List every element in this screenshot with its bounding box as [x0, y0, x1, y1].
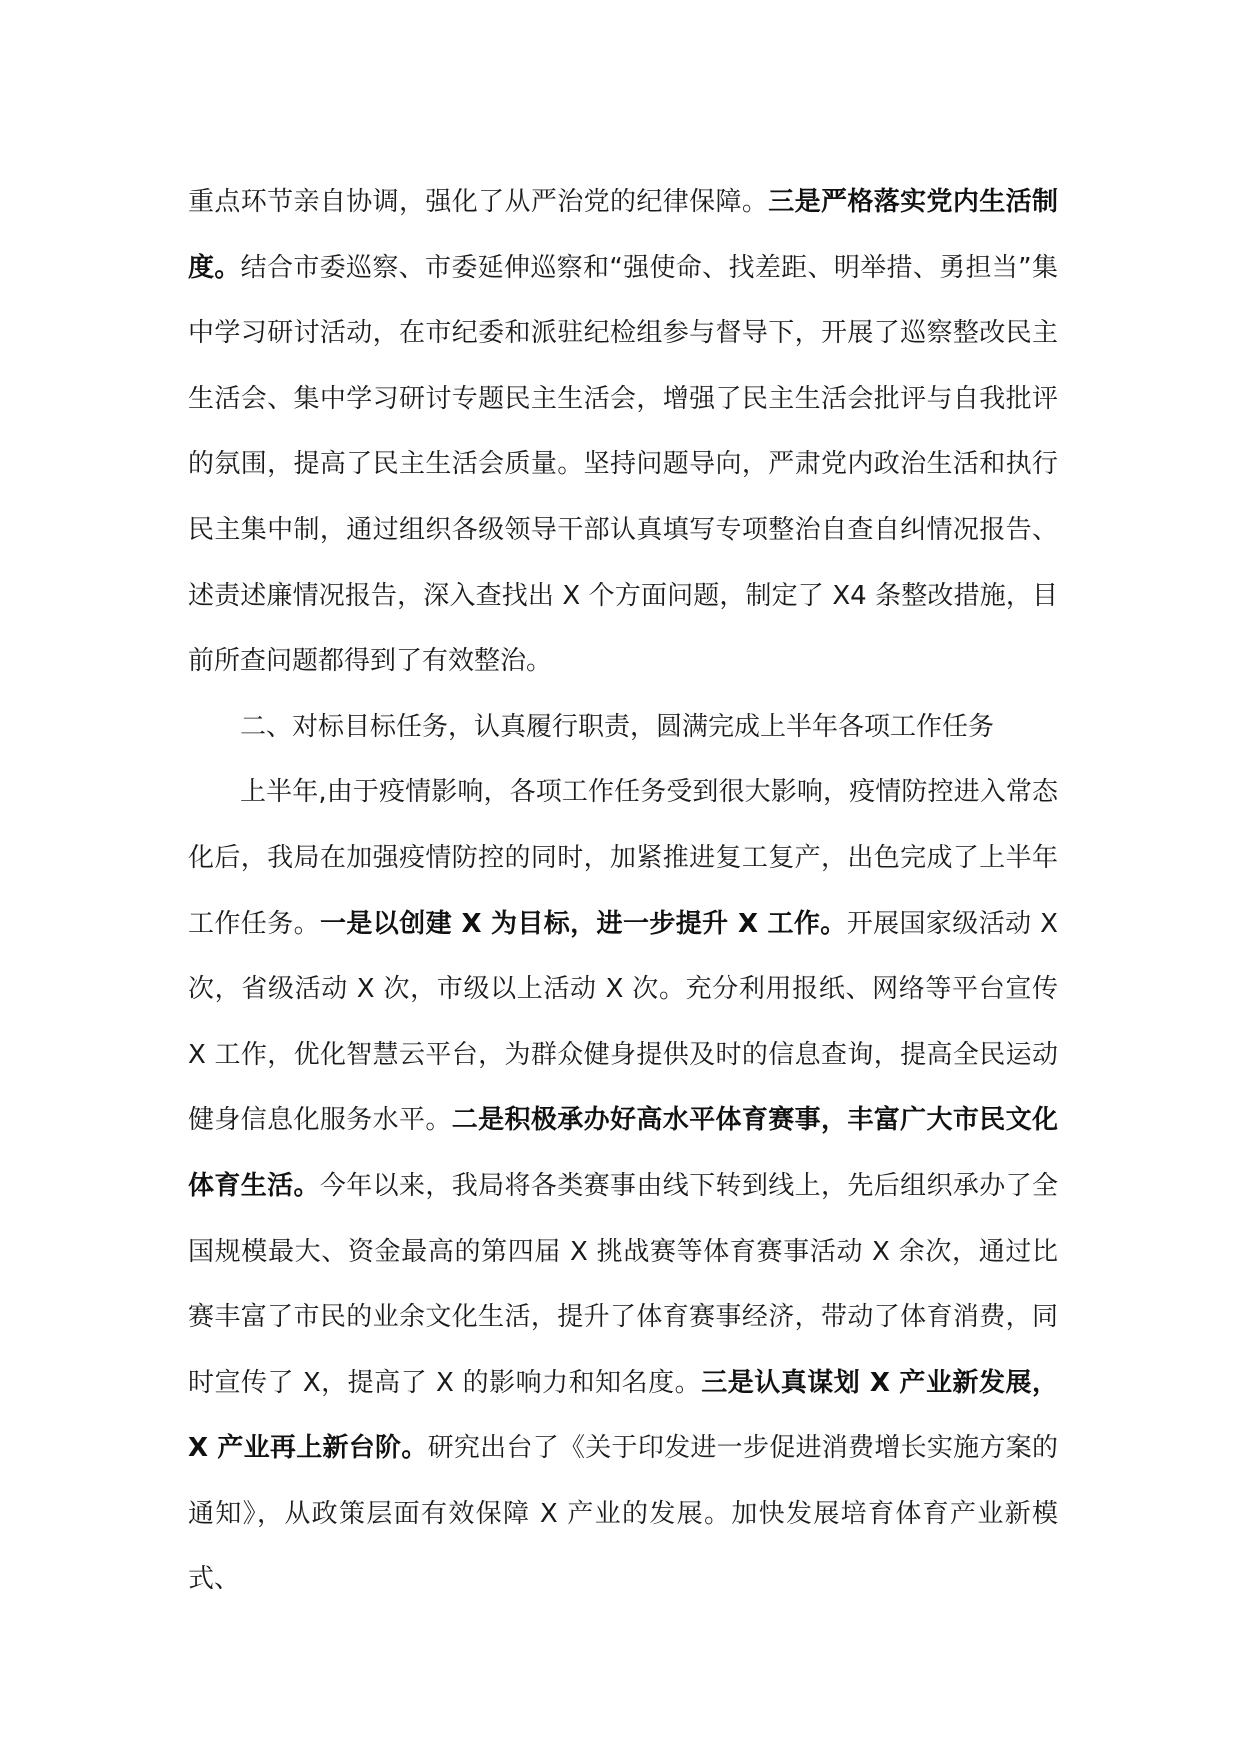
bold-point-third: 三是严格落实党内生活制度。 [188, 187, 1058, 283]
paragraph-text: 开展国家级活动 X 次，省级活动 X 次，市级以上活动 X 次。充分利用报纸、网络等平台宣传 X 工作，优化智慧云平台，为群众健身提供及时的信息查询，提高全民运动健身信息化服务水平。 [188, 908, 1058, 1136]
paragraph-first-half-tasks [188, 760, 1058, 1613]
bold-point-first: 一是以创建 X 为目标，进一步提升 X 工作。 [320, 908, 847, 939]
paragraph-text: 结合市委巡察、市委延伸巡察和“强使命、找差距、明举措、勇担当”集中学习研讨活动，在市纪委和派驻纪检组参与督导下，开展了巡察整改民主生活会、集中学习研讨专题民主生活会，增强了民主生活会批评与自我批评的氛围，提高了民主生活会质量。坚持问题导向，严肃党内政治生活和执行民主集中制，通过组织各级领导干部认真填写专项整治自查自纠情况报告、述责述廉情况报告，深入查找出 X 个方面问题，制定了 X4 条整改措施，目前所查问题都得到了有效整治。 [188, 252, 1058, 677]
bold-point-third-industry: 三是认真谋划 X 产业新发展，X 产业再上新台阶。 [188, 1367, 1058, 1464]
bold-point-second: 二是积极承办好高水平体育赛事，丰富广大市民文化体育生活。 [188, 1105, 1058, 1201]
paragraph-party-discipline [188, 170, 1058, 695]
section-heading-two: 二、对标目标任务，认真履行职责，圆满完成上半年各项工作任务 [240, 711, 995, 742]
paragraph-text: 上半年,由于疫情影响，各项工作任务受到很大影响，疫情防控进入常态化后，我局在加强疫情防控的同时，加紧推进复工复产，出色完成了上半年工作任务。 [188, 777, 1058, 939]
paragraph-text: 研究出台了《关于印发进一步促进消费增长实施方案的通知》，从政策层面有效保障 X 产业的发展。加快发展培育体育产业新模式、 [188, 1433, 1058, 1595]
document-body [188, 170, 1058, 1613]
paragraph-text: 重点环节亲自协调，强化了从严治党的纪律保障。 [188, 187, 769, 217]
paragraph-text: 今年以来，我局将各类赛事由线下转到线上，先后组织承办了全国规模最大、资金最高的第四届 X 挑战赛等体育赛事活动 X 余次，通过比赛丰富了市民的业余文化生活，提升了体育赛事经济，带动了体育消费，同时宣传了 X，提高了 X 的影响力和知名度。 [188, 1170, 1058, 1398]
